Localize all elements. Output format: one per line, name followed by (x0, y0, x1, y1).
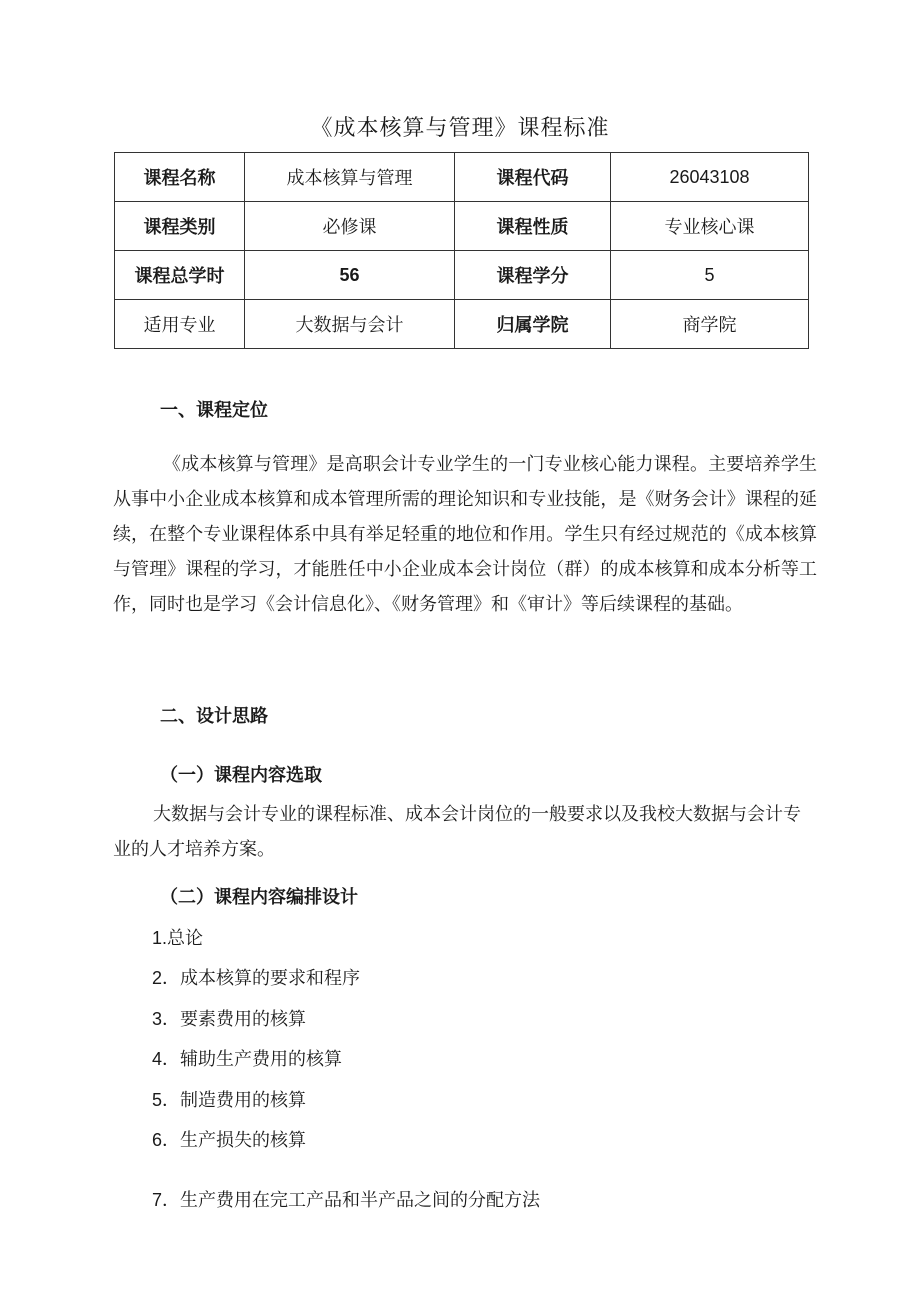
label-applicable-major: 适用专业 (115, 300, 245, 349)
value-course-category: 必修课 (245, 202, 455, 251)
label-course-code: 课程代码 (455, 153, 611, 202)
course-positioning-paragraph (113, 447, 817, 622)
list-item-text: ．制造费用的核算 (162, 1090, 307, 1111)
label-course-category: 课程类别 (115, 202, 245, 251)
label-course-nature: 课程性质 (455, 202, 611, 251)
course-info-table (114, 152, 809, 349)
label-course-name: 课程名称 (115, 153, 245, 202)
paragraph-text: 《成本核算与管理》是高职会计专业学生的一门专业核心能力课程。主要培养学生从事中小企业成本核算和成本管理所需的理论知识和专业技能，是《财务会计》课程的延续，在整个专业课程体系中具有举足轻重的地位和作用。学生只有经过规范的《成本核算与管理》课程的学习，才能胜任中小企业成本会计岗位（群）的成本核算和成本分析等工作，同时也是学习《会计信息化》、《财务管理》和《审计》等后续课程的基础。 (113, 454, 817, 615)
value-college: 商学院 (611, 300, 809, 349)
list-item-text: ．要素费用的核算 (162, 1009, 307, 1030)
value-credits: 5 (611, 251, 809, 300)
list-item-text: 总论 (167, 928, 204, 949)
list-item-number: 1. (152, 928, 168, 948)
table-row (115, 300, 809, 349)
content-selection-paragraph (113, 797, 817, 867)
list-item (152, 1005, 306, 1031)
list-item-number: 4 (152, 1049, 163, 1069)
list-item-text: ．辅助生产费用的核算 (162, 1049, 343, 1070)
value-applicable-major: 大数据与会计 (245, 300, 455, 349)
paragraph-text: 大数据与会计专业的课程标准、成本会计岗位的一般要求以及我校大数据与会计专业的人才培养方案。 (113, 804, 801, 860)
list-item-number: 6 (152, 1130, 163, 1150)
subsection-heading-content-selection: （一）课程内容选取 (160, 765, 322, 786)
table-row (115, 153, 809, 202)
list-item-number: 2 (152, 968, 163, 988)
table-row (115, 202, 809, 251)
list-item-number: 7 (152, 1190, 163, 1210)
value-total-hours: 56 (245, 251, 455, 300)
section-heading-course-positioning: 一、课程定位 (160, 400, 268, 421)
value-course-name: 成本核算与管理 (245, 153, 455, 202)
list-item-number: 3 (152, 1009, 163, 1029)
list-item-text: ．成本核算的要求和程序 (162, 968, 361, 989)
list-item (152, 1126, 306, 1152)
value-course-code: 26043108 (611, 153, 809, 202)
list-item-text: ．生产费用在完工产品和半产品之间的分配方法 (162, 1190, 541, 1211)
list-item (152, 924, 203, 950)
list-item (152, 1186, 540, 1212)
value-course-nature: 专业核心课 (611, 202, 809, 251)
section-heading-design-ideas: 二、设计思路 (160, 706, 268, 727)
list-item (152, 964, 360, 990)
label-college: 归属学院 (455, 300, 611, 349)
document-title: 《成本核算与管理》课程标准 (310, 116, 610, 141)
list-item (152, 1045, 342, 1071)
list-item-text: ．生产损失的核算 (162, 1130, 307, 1151)
subsection-heading-content-arrangement: （二）课程内容编排设计 (160, 887, 358, 908)
label-credits: 课程学分 (455, 251, 611, 300)
list-item (152, 1086, 306, 1112)
label-total-hours: 课程总学时 (115, 251, 245, 300)
table-row (115, 251, 809, 300)
list-item-number: 5 (152, 1090, 163, 1110)
